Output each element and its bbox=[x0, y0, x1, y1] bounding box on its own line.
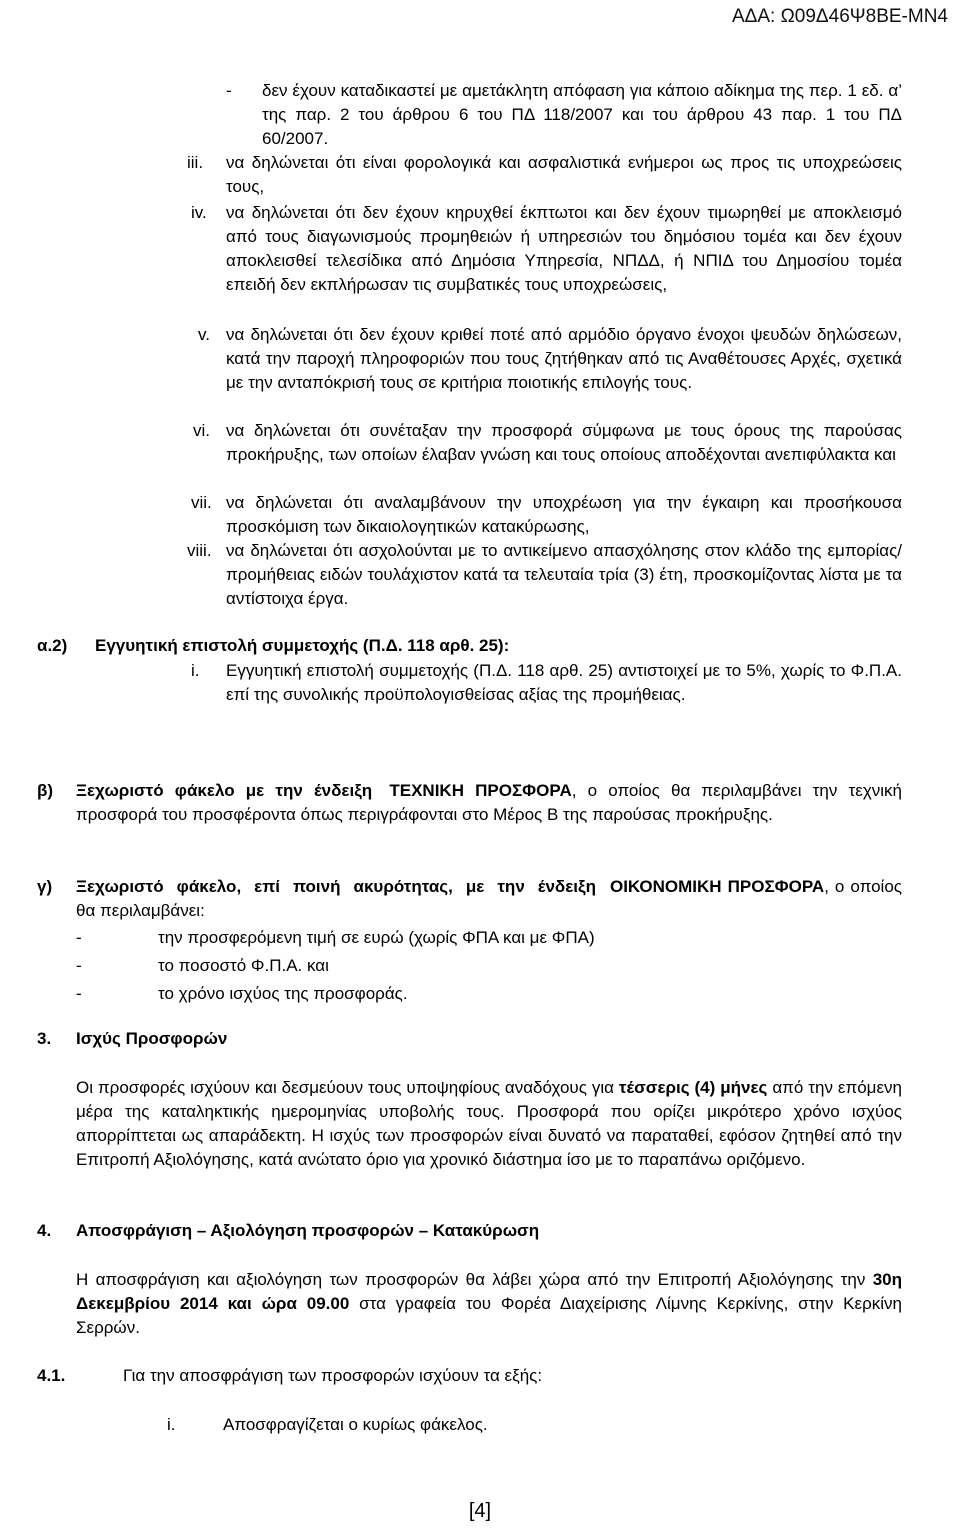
bold-text: ΟΙΚΟΝΟΜΙΚΗ ΠΡΟΣΦΟΡΑ bbox=[609, 877, 825, 896]
list-marker: i. bbox=[191, 661, 200, 680]
section-title: Εγγυητική επιστολή συμμετοχής (Π.Δ. 118 αρθ. 25): bbox=[95, 636, 510, 655]
list-marker: - bbox=[76, 956, 82, 975]
paragraph-text: , ο οποίος θα περιλαμβάνει: bbox=[76, 877, 902, 920]
bold-text: Ξεχωριστό φάκελο με την ένδειξη bbox=[76, 781, 373, 800]
list-item-text: να δηλώνεται ότι είναι φορολογικά και ασφαλιστικά ενήμεροι ως προς τις υποχρεώσεις τους, bbox=[226, 153, 902, 196]
list-item-text: να δηλώνεται ότι αναλαμβάνουν την υποχρέωση για την έγκαιρη και προσήκουσα προσκόμιση των δικαιολογητικών κατακύρωσης, bbox=[226, 493, 902, 536]
section-title: Ισχύς Προσφορών bbox=[76, 1029, 228, 1048]
list-marker: i. bbox=[167, 1415, 176, 1434]
list-item-text: Εγγυητική επιστολή συμμετοχής (Π.Δ. 118 αρθ. 25) αντιστοιχεί με το 5%, χωρίς το Φ.Π.Α. επί της συνολικής προϋπολογισθείσας αξίας της προμήθειας. bbox=[226, 661, 902, 704]
ada-header: ΑΔΑ: Ω09Δ46Ψ8ΒΕ-ΜΝ4 bbox=[732, 6, 948, 27]
list-marker: vii. bbox=[191, 493, 212, 512]
list-marker: vi. bbox=[193, 421, 210, 440]
list-item-text: το χρόνο ισχύος της προσφοράς. bbox=[158, 984, 408, 1003]
paragraph-text: από την επόμενη μέρα της καταληκτικής ημερομηνίας υποβολής τους. Προσφορά που ορίζει μικρότερο χρόνο ισχύος απορρίπτεται ως απαράδεκτη. Η ισχύς των προσφορών είναι δυνατό να παραταθεί, εφόσον ζητηθεί από την Επιτροπή Αξιολόγησης, κατά ανώτατο όριο για χρονικό διάστημα ίσο με το παραπάνω οριζόμενο. bbox=[76, 1078, 902, 1169]
list-marker: v. bbox=[198, 325, 210, 344]
paragraph bbox=[76, 1076, 902, 1172]
list-marker: - bbox=[76, 984, 82, 1003]
paragraph-text: , ο οποίος θα περιλαμβάνει την τεχνική προσφορά του προσφέροντα όπως περιγράφονται στο Μέρος Β της παρούσας προκήρυξης. bbox=[76, 781, 902, 824]
list-item-text: Αποσφραγίζεται ο κυρίως φάκελος. bbox=[223, 1415, 488, 1434]
bold-text: τέσσερις (4) μήνες bbox=[618, 1078, 768, 1097]
list-marker: - bbox=[226, 81, 232, 100]
paragraph-text: Για την αποσφράγιση των προσφορών ισχύουν τα εξής: bbox=[123, 1366, 543, 1385]
list-marker: iv. bbox=[191, 203, 207, 222]
paragraph-text: Η αποσφράγιση και αξιολόγηση των προσφορών θα λάβει χώρα από την Επιτροπή Αξιολόγησης την bbox=[76, 1270, 866, 1289]
list-item-text: δεν έχουν καταδικαστεί με αμετάκλητη απόφαση για κάποιο αδίκημα της περ. 1 εδ. α’ της παρ. 2 του άρθρου 6 του ΠΔ 118/2007 και του άρθρου 43 παρ. 1 του ΠΔ 60/2007. bbox=[262, 81, 902, 148]
section-number: 4. bbox=[37, 1221, 52, 1240]
paragraph bbox=[76, 779, 902, 827]
section-title: Αποσφράγιση – Αξιολόγηση προσφορών – Κατακύρωση bbox=[76, 1221, 540, 1240]
list-item-text: να δηλώνεται ότι δεν έχουν κηρυχθεί έκπτωτοι και δεν έχουν τιμωρηθεί με αποκλεισμό από τους διαγωνισμούς προμηθειών ή υπηρεσιών του δημόσιου τομέα και δεν έχουν αποκλεισθεί τελεσίδικα από Δημόσια Υπηρεσία, ΝΠΔΔ, ή ΝΠΙΔ του Δημοσίου τομέα επειδή δεν εκπλήρωσαν τις συμβατικές τους υποχρεώσεις, bbox=[226, 203, 902, 294]
list-item-text: να δηλώνεται ότι συνέταξαν την προσφορά σύμφωνα με τους όρους της παρούσας προκήρυξης, των οποίων έλαβαν γνώση και τους οποίους αποδέχονται ανεπιφύλακτα και bbox=[226, 421, 902, 464]
list-item-text: την προσφερόμενη τιμή σε ευρώ (χωρίς ΦΠΑ και με ΦΠΑ) bbox=[158, 928, 595, 947]
section-marker: γ) bbox=[37, 877, 53, 896]
list-item-text: το ποσοστό Φ.Π.Α. και bbox=[158, 956, 329, 975]
paragraph bbox=[76, 1268, 902, 1340]
list-item-text: να δηλώνεται ότι δεν έχουν κριθεί ποτέ από αρμόδιο όργανο ένοχοι ψευδών δηλώσεων, κατά την παροχή πληροφοριών που τους ζητήθηκαν από τις Αναθέτουσες Αρχές, σχετικά με την ανταπόκρισή τους σε κριτήρια ποιοτικής επιλογής τους. bbox=[226, 325, 902, 392]
list-marker: - bbox=[76, 928, 82, 947]
paragraph-text: Οι προσφορές ισχύουν και δεσμεύουν τους υποψηφίους αναδόχους για bbox=[76, 1078, 614, 1097]
list-marker: viii. bbox=[187, 541, 212, 560]
section-number: 4.1. bbox=[37, 1366, 66, 1385]
list-item-text: να δηλώνεται ότι ασχολούνται με το αντικείμενο απασχόλησης στον κλάδο της εμπορίας/προμήθειας ειδών τουλάχιστον κατά τα τελευταία τρία (3) έτη, προσκομίζοντας λίστα με τα αντίστοιχα έργα. bbox=[226, 541, 902, 608]
bold-text: 30η Δεκεμβρίου 2014 και ώρα 09.00 bbox=[76, 1270, 902, 1313]
section-number: 3. bbox=[37, 1029, 52, 1048]
bold-text: ΤΕΧΝΙΚΗ ΠΡΟΣΦΟΡΑ bbox=[389, 781, 572, 800]
bold-text: Ξεχωριστό φάκελο, επί ποινή ακυρότητας, με την ένδειξη bbox=[76, 877, 596, 896]
list-marker: iii. bbox=[187, 153, 204, 172]
paragraph bbox=[76, 875, 902, 923]
paragraph-text: στα γραφεία του Φορέα Διαχείρισης Λίμνης Κερκίνης, στην Κερκίνη Σερρών. bbox=[76, 1294, 902, 1337]
page-number: [4] bbox=[468, 1500, 492, 1522]
section-marker: β) bbox=[37, 781, 54, 800]
section-marker: α.2) bbox=[37, 636, 68, 655]
